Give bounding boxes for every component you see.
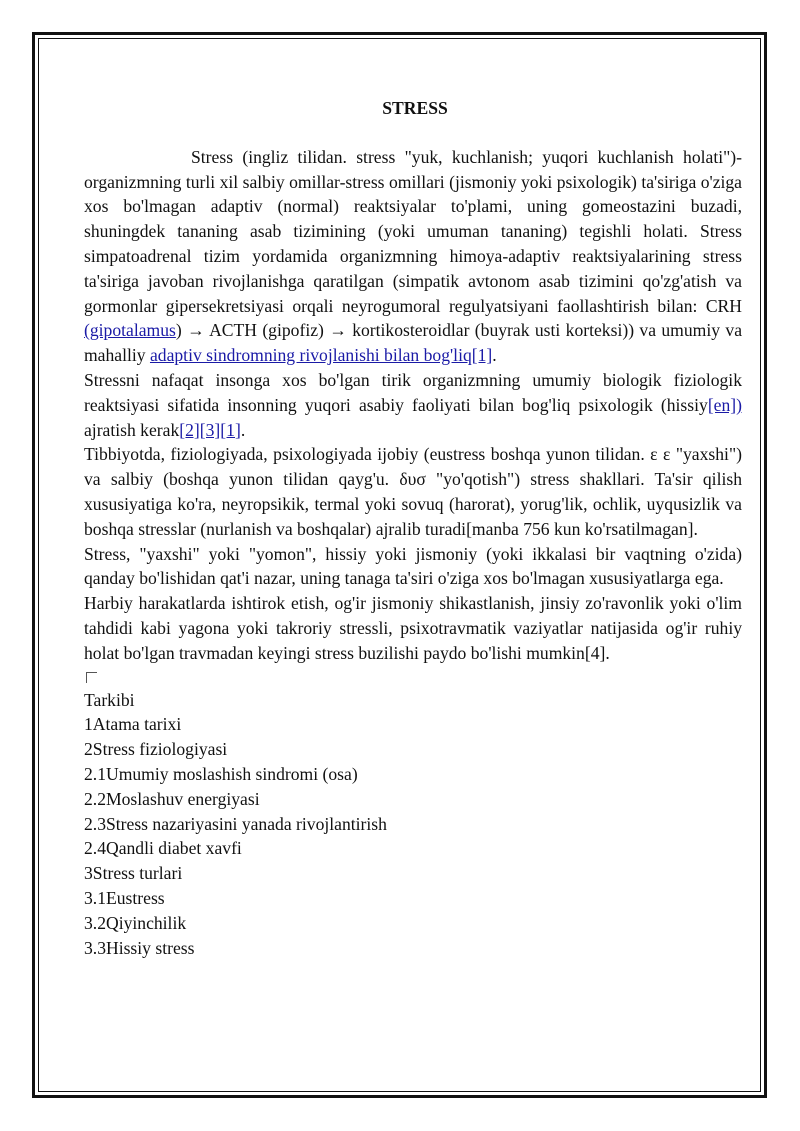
toc-item[interactable]: 2Stress fiziologiyasi [84, 739, 228, 760]
paragraph-effects: Stress, "yaxshi" yoki "yomon", hissiy yoki jismoniy (yoki ikkalasi bir vaqtning o'zida) qanday bo'lishidan qat'i nazar, uning tanaga ta'siri o'ziga xos bo'lmagan xususiyatlarga ega. [84, 543, 742, 589]
toc-heading: Tarkibi [84, 689, 135, 710]
link-gipotalamus[interactable]: (gipotalamus [84, 320, 176, 341]
paragraph-ptsd: Harbiy harakatlarda ishtirok etish, og'ir jismoniy shikastlanish, jinsiy zo'ravonlik yoki o'lim tahdidi kabi yagona yoki takroriy stressli, psixotravmatik vaziyatlar natijasida og'ir ruhiy holat bo'lgan travmadan keyingi stress buzilishi paydo bo'lishi mumkin[4]. [84, 593, 742, 663]
paragraph-psychological [84, 368, 742, 442]
toc-item[interactable]: 3Stress turlari [84, 863, 183, 884]
link-references[interactable]: [2][3][1] [179, 419, 241, 440]
paragraph-text: Stressni nafaqat insonga xos bo'lgan tirik organizmning umumiy biologik fiziologik reaktsiyasi sifatida insonning yuqori asabiy faoliyati bilan bog'liq psixologik (hissiy [84, 369, 742, 415]
paragraph-text: ) → ACTH (gipofiz) → kortikosteroidlar (buyrak usti korteksi)) va umumiy va mahalliy [84, 320, 742, 366]
link-adaptiv-sindrom[interactable]: adaptiv sindromning rivojlanishi bilan bog'liq[1] [149, 345, 493, 366]
toc-item[interactable]: 2.3Stress nazariyasini yanada rivojlantirish [84, 813, 387, 834]
toc-item[interactable]: 2.4Qandli diabet xavfi [84, 838, 242, 859]
link-en[interactable]: [en]) [707, 394, 742, 415]
toc-toggle-icon[interactable] [86, 672, 97, 683]
paragraph-text: . [492, 345, 497, 366]
table-of-contents [84, 688, 742, 961]
toc-item[interactable]: 3.2Qiyinchilik [84, 912, 187, 933]
document-body [84, 96, 742, 960]
paragraph-text: ajratish kerak [84, 419, 180, 440]
toc-item[interactable]: 3.3Hissiy stress [84, 937, 195, 958]
paragraph-definition [84, 145, 742, 368]
toc-item[interactable]: 2.2Moslashuv energiyasi [84, 788, 260, 809]
toc-item[interactable]: 3.1Eustress [84, 887, 165, 908]
paragraph-text: Stress (ingliz tilidan. stress "yuk, kuchlanish; yuqori kuchlanish holati")- organizmning turli xil salbiy omillar-stress omillari (jismoniy yoki psixologik) ta'siriga o'ziga xos bo'lmagan adaptiv (normal) reaktsiyalar to'plami, uning gomeostazini buzadi, shuningdek tananing asab tizimining (yoki umuman tananing) tegishli holati. Stress simpatoadrenal tizim yordamida organizmning himoya-adaptiv reaktsiyalarining stress ta'siriga javoban rivojlanishga qaratilgan (simpatik avtonom asab tizimini qo'zg'atish va gormonlar gipersekretsiyasi orqali neyrogumoral regulyatsiyani faollashtirish bilan: CRH [84, 146, 742, 316]
document-title: STRESS [382, 98, 448, 118]
toc-item[interactable]: 2.1Umumiy moslashish sindromi (osa) [84, 763, 358, 784]
paragraph-text: . [240, 419, 246, 440]
toc-item[interactable]: 1Atama tarixi [84, 714, 182, 735]
paragraph-types: Tibbiyotda, fiziologiyada, psixologiyada ijobiy (eustress boshqa yunon tilidan. ε ε "yaxshi") va salbiy (boshqa yunon tilidan qayg'u. δυσ "yo'qotish") stress shakllari. Ta'sir qilish xususiyatiga ko'ra, neyropsikik, termal yoki sovuq (harorat), yorug'lik, ochlik, uyqusizlik va boshqa stresslar (nurlanish va boshqalar) ajralib turadi[manba 756 kun ko'rsatilmagan]. [84, 444, 742, 539]
